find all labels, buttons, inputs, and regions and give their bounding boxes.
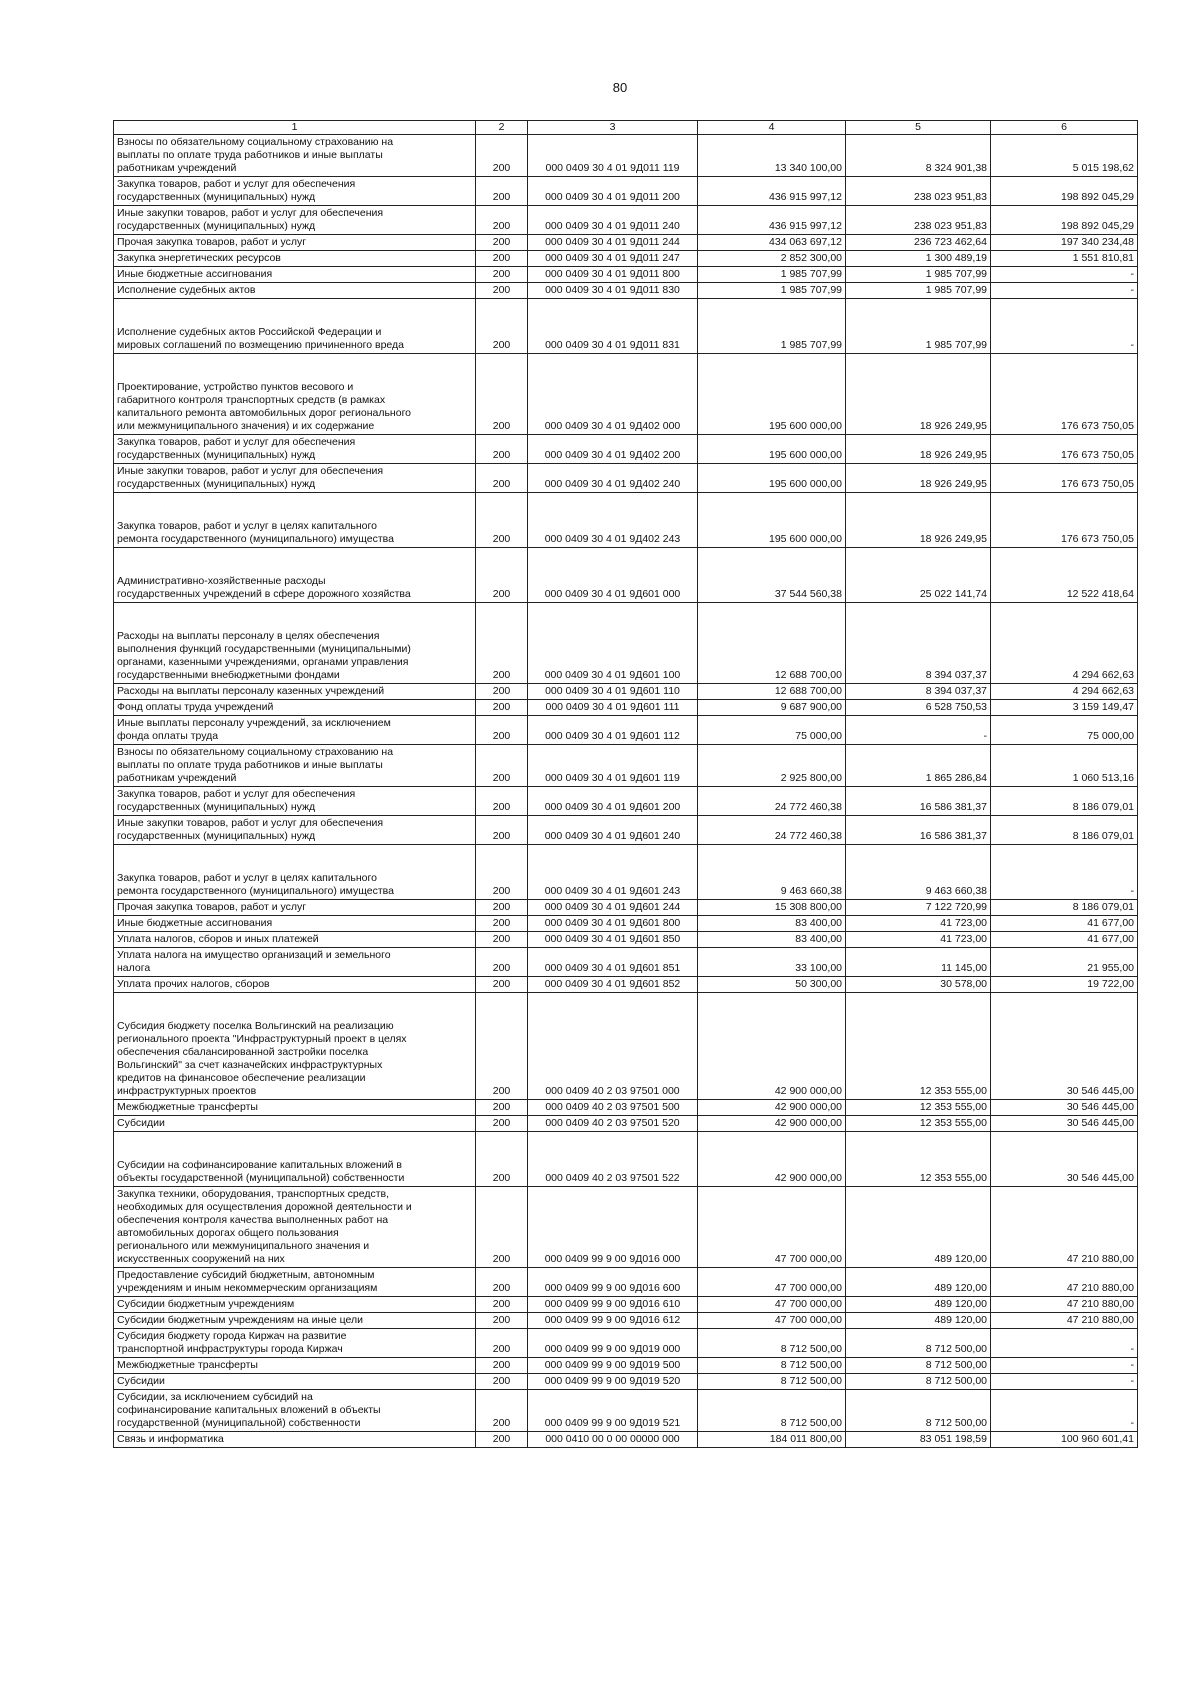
line-code-cell: 200 xyxy=(476,603,528,684)
row-name-cell: Исполнение судебных актов Российской Федерации и мировых соглашений по возмещению причиненного вреда xyxy=(114,299,476,354)
column-header: 2 xyxy=(476,121,528,135)
executed-amount-cell: 489 120,00 xyxy=(846,1187,991,1268)
executed-amount-cell: 1 985 707,99 xyxy=(846,283,991,299)
executed-amount-cell: 18 926 249,95 xyxy=(846,464,991,493)
remaining-amount-cell: 41 677,00 xyxy=(991,916,1138,932)
row-name-cell: Межбюджетные трансферты xyxy=(114,1358,476,1374)
table-row xyxy=(114,548,1138,603)
row-name-cell: Субсидии xyxy=(114,1374,476,1390)
row-name-cell: Расходы на выплаты персоналу казенных учреждений xyxy=(114,684,476,700)
row-name-cell: Взносы по обязательному социальному страхованию на выплаты по оплате труда работников и иные выплаты работникам учреждений xyxy=(114,745,476,787)
approved-amount-cell: 195 600 000,00 xyxy=(698,493,846,548)
row-name-cell: Субсидии на софинансирование капитальных вложений в объекты государственной (муниципальной) собственности xyxy=(114,1132,476,1187)
remaining-amount-cell: 4 294 662,63 xyxy=(991,603,1138,684)
approved-amount-cell: 83 400,00 xyxy=(698,916,846,932)
line-code-cell: 200 xyxy=(476,745,528,787)
executed-amount-cell: 1 300 489,19 xyxy=(846,251,991,267)
table-row xyxy=(114,1313,1138,1329)
budget-code-cell: 000 0409 30 4 01 9Д011 830 xyxy=(528,283,698,299)
budget-code-cell: 000 0409 30 4 01 9Д011 200 xyxy=(528,177,698,206)
table-row xyxy=(114,1297,1138,1313)
row-name-cell: Субсидия бюджету поселка Вольгинский на реализацию регионального проекта "Инфраструктурный проект в целях обеспечения сбалансированной застройки поселка Вольгинский" за счет казначейских инфраструктурных кредитов на финансовое обеспечение реализации инфраструктурных проектов xyxy=(114,993,476,1100)
row-name-cell: Иные закупки товаров, работ и услуг для обеспечения государственных (муниципальных) нужд xyxy=(114,464,476,493)
approved-amount-cell: 50 300,00 xyxy=(698,977,846,993)
budget-code-cell: 000 0409 30 4 01 9Д011 800 xyxy=(528,267,698,283)
line-code-cell: 200 xyxy=(476,932,528,948)
table-row xyxy=(114,900,1138,916)
budget-code-cell: 000 0409 30 4 01 9Д402 243 xyxy=(528,493,698,548)
approved-amount-cell: 8 712 500,00 xyxy=(698,1358,846,1374)
remaining-amount-cell: 47 210 880,00 xyxy=(991,1297,1138,1313)
remaining-amount-cell: 30 546 445,00 xyxy=(991,1132,1138,1187)
table-header-row xyxy=(114,121,1138,135)
approved-amount-cell: 8 712 500,00 xyxy=(698,1390,846,1432)
row-name-cell: Проектирование, устройство пунктов весового и габаритного контроля транспортных средств (в рамках капитального ремонта автомобильных дорог регионального или межмуниципального значения) и их содержание xyxy=(114,354,476,435)
table-row xyxy=(114,267,1138,283)
executed-amount-cell: 18 926 249,95 xyxy=(846,435,991,464)
row-name-cell: Закупка товаров, работ и услуг в целях капитального ремонта государственного (муниципального) имущества xyxy=(114,493,476,548)
approved-amount-cell: 2 852 300,00 xyxy=(698,251,846,267)
line-code-cell: 200 xyxy=(476,548,528,603)
approved-amount-cell: 1 985 707,99 xyxy=(698,267,846,283)
approved-amount-cell: 42 900 000,00 xyxy=(698,1116,846,1132)
line-code-cell: 200 xyxy=(476,283,528,299)
table-row xyxy=(114,177,1138,206)
approved-amount-cell: 8 712 500,00 xyxy=(698,1329,846,1358)
row-name-cell: Иные бюджетные ассигнования xyxy=(114,267,476,283)
budget-table xyxy=(113,120,1138,1448)
remaining-amount-cell: 1 551 810,81 xyxy=(991,251,1138,267)
budget-code-cell: 000 0409 30 4 01 9Д601 850 xyxy=(528,932,698,948)
line-code-cell: 200 xyxy=(476,948,528,977)
column-header: 1 xyxy=(114,121,476,135)
remaining-amount-cell: 47 210 880,00 xyxy=(991,1268,1138,1297)
remaining-amount-cell: 198 892 045,29 xyxy=(991,206,1138,235)
approved-amount-cell: 8 712 500,00 xyxy=(698,1374,846,1390)
row-name-cell: Уплата прочих налогов, сборов xyxy=(114,977,476,993)
executed-amount-cell: 8 712 500,00 xyxy=(846,1390,991,1432)
table-row xyxy=(114,700,1138,716)
remaining-amount-cell: 8 186 079,01 xyxy=(991,900,1138,916)
executed-amount-cell: 236 723 462,64 xyxy=(846,235,991,251)
approved-amount-cell: 42 900 000,00 xyxy=(698,1100,846,1116)
table-row xyxy=(114,916,1138,932)
remaining-amount-cell: - xyxy=(991,1390,1138,1432)
executed-amount-cell: 489 120,00 xyxy=(846,1297,991,1313)
budget-code-cell: 000 0409 30 4 01 9Д601 100 xyxy=(528,603,698,684)
table-row xyxy=(114,1116,1138,1132)
remaining-amount-cell: 47 210 880,00 xyxy=(991,1313,1138,1329)
remaining-amount-cell: - xyxy=(991,845,1138,900)
approved-amount-cell: 195 600 000,00 xyxy=(698,435,846,464)
table-row xyxy=(114,283,1138,299)
approved-amount-cell: 1 985 707,99 xyxy=(698,283,846,299)
table-row xyxy=(114,1268,1138,1297)
remaining-amount-cell: 1 060 513,16 xyxy=(991,745,1138,787)
executed-amount-cell: 30 578,00 xyxy=(846,977,991,993)
table-body xyxy=(114,135,1138,1448)
line-code-cell: 200 xyxy=(476,251,528,267)
line-code-cell: 200 xyxy=(476,1432,528,1448)
column-header: 5 xyxy=(846,121,991,135)
executed-amount-cell: 41 723,00 xyxy=(846,932,991,948)
table-row xyxy=(114,251,1138,267)
table-row xyxy=(114,1187,1138,1268)
line-code-cell: 200 xyxy=(476,993,528,1100)
budget-code-cell: 000 0409 30 4 01 9Д601 800 xyxy=(528,916,698,932)
executed-amount-cell: 1 865 286,84 xyxy=(846,745,991,787)
row-name-cell: Закупка товаров, работ и услуг для обеспечения государственных (муниципальных) нужд xyxy=(114,177,476,206)
table-row xyxy=(114,235,1138,251)
line-code-cell: 200 xyxy=(476,684,528,700)
approved-amount-cell: 47 700 000,00 xyxy=(698,1187,846,1268)
budget-code-cell: 000 0409 30 4 01 9Д601 851 xyxy=(528,948,698,977)
executed-amount-cell: 8 394 037,37 xyxy=(846,603,991,684)
remaining-amount-cell: 12 522 418,64 xyxy=(991,548,1138,603)
approved-amount-cell: 47 700 000,00 xyxy=(698,1297,846,1313)
approved-amount-cell: 75 000,00 xyxy=(698,716,846,745)
executed-amount-cell: 12 353 555,00 xyxy=(846,993,991,1100)
approved-amount-cell: 83 400,00 xyxy=(698,932,846,948)
line-code-cell: 200 xyxy=(476,1268,528,1297)
remaining-amount-cell: 198 892 045,29 xyxy=(991,177,1138,206)
table-row xyxy=(114,1132,1138,1187)
column-header: 3 xyxy=(528,121,698,135)
remaining-amount-cell: - xyxy=(991,267,1138,283)
table-row xyxy=(114,948,1138,977)
line-code-cell: 200 xyxy=(476,977,528,993)
line-code-cell: 200 xyxy=(476,816,528,845)
executed-amount-cell: 8 712 500,00 xyxy=(846,1329,991,1358)
table-row xyxy=(114,464,1138,493)
approved-amount-cell: 2 925 800,00 xyxy=(698,745,846,787)
row-name-cell: Субсидии бюджетным учреждениям на иные цели xyxy=(114,1313,476,1329)
approved-amount-cell: 9 463 660,38 xyxy=(698,845,846,900)
executed-amount-cell: 25 022 141,74 xyxy=(846,548,991,603)
table-row xyxy=(114,745,1138,787)
line-code-cell: 200 xyxy=(476,235,528,251)
budget-code-cell: 000 0409 30 4 01 9Д601 244 xyxy=(528,900,698,916)
table-row xyxy=(114,993,1138,1100)
row-name-cell: Взносы по обязательному социальному страхованию на выплаты по оплате труда работников и иные выплаты работникам учреждений xyxy=(114,135,476,177)
remaining-amount-cell: - xyxy=(991,283,1138,299)
approved-amount-cell: 47 700 000,00 xyxy=(698,1313,846,1329)
executed-amount-cell: 16 586 381,37 xyxy=(846,816,991,845)
table-row xyxy=(114,716,1138,745)
row-name-cell: Расходы на выплаты персоналу в целях обеспечения выполнения функций государственными (муниципальными) органами, казенными учреждениями, органами управления государственными внебюджетными фондами xyxy=(114,603,476,684)
executed-amount-cell: 8 712 500,00 xyxy=(846,1358,991,1374)
row-name-cell: Исполнение судебных актов xyxy=(114,283,476,299)
remaining-amount-cell: 176 673 750,05 xyxy=(991,493,1138,548)
row-name-cell: Иные выплаты персоналу учреждений, за исключением фонда оплаты труда xyxy=(114,716,476,745)
approved-amount-cell: 434 063 697,12 xyxy=(698,235,846,251)
table-row xyxy=(114,1100,1138,1116)
row-name-cell: Иные закупки товаров, работ и услуг для обеспечения государственных (муниципальных) нужд xyxy=(114,206,476,235)
remaining-amount-cell: 8 186 079,01 xyxy=(991,787,1138,816)
approved-amount-cell: 42 900 000,00 xyxy=(698,1132,846,1187)
table-row xyxy=(114,206,1138,235)
row-name-cell: Прочая закупка товаров, работ и услуг xyxy=(114,900,476,916)
remaining-amount-cell: - xyxy=(991,1358,1138,1374)
row-name-cell: Субсидия бюджету города Киржач на развитие транспортной инфраструктуры города Киржач xyxy=(114,1329,476,1358)
approved-amount-cell: 12 688 700,00 xyxy=(698,603,846,684)
line-code-cell: 200 xyxy=(476,435,528,464)
approved-amount-cell: 15 308 800,00 xyxy=(698,900,846,916)
executed-amount-cell: 83 051 198,59 xyxy=(846,1432,991,1448)
executed-amount-cell: 489 120,00 xyxy=(846,1268,991,1297)
executed-amount-cell: 489 120,00 xyxy=(846,1313,991,1329)
approved-amount-cell: 9 687 900,00 xyxy=(698,700,846,716)
line-code-cell: 200 xyxy=(476,1390,528,1432)
budget-code-cell: 000 0409 40 2 03 97501 522 xyxy=(528,1132,698,1187)
executed-amount-cell: 16 586 381,37 xyxy=(846,787,991,816)
line-code-cell: 200 xyxy=(476,1358,528,1374)
row-name-cell: Фонд оплаты труда учреждений xyxy=(114,700,476,716)
executed-amount-cell: 12 353 555,00 xyxy=(846,1116,991,1132)
line-code-cell: 200 xyxy=(476,845,528,900)
budget-code-cell: 000 0409 30 4 01 9Д601 000 xyxy=(528,548,698,603)
line-code-cell: 200 xyxy=(476,1116,528,1132)
line-code-cell: 200 xyxy=(476,177,528,206)
line-code-cell: 200 xyxy=(476,493,528,548)
remaining-amount-cell: - xyxy=(991,1374,1138,1390)
remaining-amount-cell: 41 677,00 xyxy=(991,932,1138,948)
budget-code-cell: 000 0409 40 2 03 97501 000 xyxy=(528,993,698,1100)
budget-code-cell: 000 0409 30 4 01 9Д011 240 xyxy=(528,206,698,235)
budget-code-cell: 000 0409 30 4 01 9Д402 000 xyxy=(528,354,698,435)
row-name-cell: Прочая закупка товаров, работ и услуг xyxy=(114,235,476,251)
table-row xyxy=(114,135,1138,177)
table-row xyxy=(114,354,1138,435)
line-code-cell: 200 xyxy=(476,1187,528,1268)
executed-amount-cell: 8 712 500,00 xyxy=(846,1374,991,1390)
line-code-cell: 200 xyxy=(476,1313,528,1329)
approved-amount-cell: 436 915 997,12 xyxy=(698,177,846,206)
line-code-cell: 200 xyxy=(476,916,528,932)
budget-code-cell: 000 0409 30 4 01 9Д601 243 xyxy=(528,845,698,900)
executed-amount-cell: 238 023 951,83 xyxy=(846,206,991,235)
line-code-cell: 200 xyxy=(476,354,528,435)
approved-amount-cell: 12 688 700,00 xyxy=(698,684,846,700)
executed-amount-cell: 41 723,00 xyxy=(846,916,991,932)
table-row xyxy=(114,299,1138,354)
budget-code-cell: 000 0409 99 9 00 9Д019 521 xyxy=(528,1390,698,1432)
line-code-cell: 200 xyxy=(476,206,528,235)
executed-amount-cell: 12 353 555,00 xyxy=(846,1100,991,1116)
budget-code-cell: 000 0409 99 9 00 9Д016 600 xyxy=(528,1268,698,1297)
table-row xyxy=(114,603,1138,684)
line-code-cell: 200 xyxy=(476,716,528,745)
budget-code-cell: 000 0409 30 4 01 9Д601 110 xyxy=(528,684,698,700)
row-name-cell: Уплата налога на имущество организаций и земельного налога xyxy=(114,948,476,977)
line-code-cell: 200 xyxy=(476,787,528,816)
budget-code-cell: 000 0409 99 9 00 9Д016 610 xyxy=(528,1297,698,1313)
remaining-amount-cell: 4 294 662,63 xyxy=(991,684,1138,700)
budget-code-cell: 000 0409 30 4 01 9Д601 119 xyxy=(528,745,698,787)
row-name-cell: Закупка товаров, работ и услуг для обеспечения государственных (муниципальных) нужд xyxy=(114,435,476,464)
row-name-cell: Закупка товаров, работ и услуг для обеспечения государственных (муниципальных) нужд xyxy=(114,787,476,816)
line-code-cell: 200 xyxy=(476,1100,528,1116)
remaining-amount-cell: 5 015 198,62 xyxy=(991,135,1138,177)
table-row xyxy=(114,493,1138,548)
line-code-cell: 200 xyxy=(476,299,528,354)
line-code-cell: 200 xyxy=(476,1132,528,1187)
approved-amount-cell: 37 544 560,38 xyxy=(698,548,846,603)
remaining-amount-cell: 3 159 149,47 xyxy=(991,700,1138,716)
remaining-amount-cell: 30 546 445,00 xyxy=(991,993,1138,1100)
executed-amount-cell: 8 394 037,37 xyxy=(846,684,991,700)
table-row xyxy=(114,1358,1138,1374)
line-code-cell: 200 xyxy=(476,135,528,177)
table-row xyxy=(114,1390,1138,1432)
budget-code-cell: 000 0409 40 2 03 97501 500 xyxy=(528,1100,698,1116)
executed-amount-cell: 238 023 951,83 xyxy=(846,177,991,206)
executed-amount-cell: 9 463 660,38 xyxy=(846,845,991,900)
budget-code-cell: 000 0409 30 4 01 9Д601 111 xyxy=(528,700,698,716)
executed-amount-cell: - xyxy=(846,716,991,745)
budget-code-cell: 000 0409 99 9 00 9Д019 000 xyxy=(528,1329,698,1358)
budget-code-cell: 000 0409 99 9 00 9Д016 000 xyxy=(528,1187,698,1268)
line-code-cell: 200 xyxy=(476,267,528,283)
approved-amount-cell: 24 772 460,38 xyxy=(698,816,846,845)
row-name-cell: Закупка товаров, работ и услуг в целях капитального ремонта государственного (муниципального) имущества xyxy=(114,845,476,900)
remaining-amount-cell: 30 546 445,00 xyxy=(991,1100,1138,1116)
row-name-cell: Связь и информатика xyxy=(114,1432,476,1448)
line-code-cell: 200 xyxy=(476,1329,528,1358)
executed-amount-cell: 1 985 707,99 xyxy=(846,267,991,283)
executed-amount-cell: 11 145,00 xyxy=(846,948,991,977)
approved-amount-cell: 33 100,00 xyxy=(698,948,846,977)
budget-code-cell: 000 0409 40 2 03 97501 520 xyxy=(528,1116,698,1132)
budget-code-cell: 000 0409 30 4 01 9Д601 200 xyxy=(528,787,698,816)
executed-amount-cell: 1 985 707,99 xyxy=(846,299,991,354)
page-number: 80 xyxy=(612,80,628,95)
remaining-amount-cell: 176 673 750,05 xyxy=(991,435,1138,464)
budget-code-cell: 000 0409 30 4 01 9Д011 247 xyxy=(528,251,698,267)
remaining-amount-cell: 30 546 445,00 xyxy=(991,1116,1138,1132)
budget-code-cell: 000 0409 30 4 01 9Д402 240 xyxy=(528,464,698,493)
row-name-cell: Уплата налогов, сборов и иных платежей xyxy=(114,932,476,948)
approved-amount-cell: 47 700 000,00 xyxy=(698,1268,846,1297)
executed-amount-cell: 6 528 750,53 xyxy=(846,700,991,716)
row-name-cell: Административно-хозяйственные расходы государственных учреждений в сфере дорожного хозяйства xyxy=(114,548,476,603)
remaining-amount-cell: 176 673 750,05 xyxy=(991,464,1138,493)
remaining-amount-cell: 47 210 880,00 xyxy=(991,1187,1138,1268)
budget-code-cell: 000 0409 30 4 01 9Д402 200 xyxy=(528,435,698,464)
approved-amount-cell: 436 915 997,12 xyxy=(698,206,846,235)
row-name-cell: Закупка энергетических ресурсов xyxy=(114,251,476,267)
budget-code-cell: 000 0409 99 9 00 9Д019 500 xyxy=(528,1358,698,1374)
budget-code-cell: 000 0409 30 4 01 9Д011 831 xyxy=(528,299,698,354)
remaining-amount-cell: 176 673 750,05 xyxy=(991,354,1138,435)
row-name-cell: Иные бюджетные ассигнования xyxy=(114,916,476,932)
table-row xyxy=(114,1432,1138,1448)
line-code-cell: 200 xyxy=(476,1297,528,1313)
approved-amount-cell: 24 772 460,38 xyxy=(698,787,846,816)
table-row xyxy=(114,435,1138,464)
table-row xyxy=(114,977,1138,993)
budget-code-cell: 000 0409 99 9 00 9Д016 612 xyxy=(528,1313,698,1329)
executed-amount-cell: 12 353 555,00 xyxy=(846,1132,991,1187)
budget-code-cell: 000 0409 30 4 01 9Д601 240 xyxy=(528,816,698,845)
remaining-amount-cell: 19 722,00 xyxy=(991,977,1138,993)
row-name-cell: Межбюджетные трансферты xyxy=(114,1100,476,1116)
budget-code-cell: 000 0409 30 4 01 9Д011 244 xyxy=(528,235,698,251)
table-row xyxy=(114,816,1138,845)
executed-amount-cell: 18 926 249,95 xyxy=(846,354,991,435)
column-header: 4 xyxy=(698,121,846,135)
table-row xyxy=(114,684,1138,700)
remaining-amount-cell: 197 340 234,48 xyxy=(991,235,1138,251)
row-name-cell: Предоставление субсидий бюджетным, автономным учреждениям и иным некоммерческим организациям xyxy=(114,1268,476,1297)
budget-code-cell: 000 0409 30 4 01 9Д601 112 xyxy=(528,716,698,745)
budget-code-cell: 000 0410 00 0 00 00000 000 xyxy=(528,1432,698,1448)
remaining-amount-cell: 75 000,00 xyxy=(991,716,1138,745)
approved-amount-cell: 1 985 707,99 xyxy=(698,299,846,354)
remaining-amount-cell: - xyxy=(991,1329,1138,1358)
table-row xyxy=(114,787,1138,816)
remaining-amount-cell: 100 960 601,41 xyxy=(991,1432,1138,1448)
line-code-cell: 200 xyxy=(476,900,528,916)
column-header: 6 xyxy=(991,121,1138,135)
approved-amount-cell: 195 600 000,00 xyxy=(698,464,846,493)
table-row xyxy=(114,845,1138,900)
row-name-cell: Закупка техники, оборудования, транспортных средств, необходимых для осуществления дорожной деятельности и обеспечения контроля качества выполненных работ на автомобильных дорогах общего пользования регионального или межмуниципального значения и искусственных сооружений на них xyxy=(114,1187,476,1268)
budget-code-cell: 000 0409 30 4 01 9Д011 119 xyxy=(528,135,698,177)
line-code-cell: 200 xyxy=(476,464,528,493)
remaining-amount-cell: 21 955,00 xyxy=(991,948,1138,977)
executed-amount-cell: 18 926 249,95 xyxy=(846,493,991,548)
row-name-cell: Субсидии xyxy=(114,1116,476,1132)
executed-amount-cell: 7 122 720,99 xyxy=(846,900,991,916)
row-name-cell: Субсидии бюджетным учреждениям xyxy=(114,1297,476,1313)
line-code-cell: 200 xyxy=(476,700,528,716)
budget-code-cell: 000 0409 99 9 00 9Д019 520 xyxy=(528,1374,698,1390)
row-name-cell: Субсидии, за исключением субсидий на софинансирование капитальных вложений в объекты государственной (муниципальной) собственности xyxy=(114,1390,476,1432)
approved-amount-cell: 13 340 100,00 xyxy=(698,135,846,177)
executed-amount-cell: 8 324 901,38 xyxy=(846,135,991,177)
approved-amount-cell: 195 600 000,00 xyxy=(698,354,846,435)
approved-amount-cell: 42 900 000,00 xyxy=(698,993,846,1100)
table-row xyxy=(114,1329,1138,1358)
approved-amount-cell: 184 011 800,00 xyxy=(698,1432,846,1448)
remaining-amount-cell: 8 186 079,01 xyxy=(991,816,1138,845)
row-name-cell: Иные закупки товаров, работ и услуг для обеспечения государственных (муниципальных) нужд xyxy=(114,816,476,845)
remaining-amount-cell: - xyxy=(991,299,1138,354)
budget-code-cell: 000 0409 30 4 01 9Д601 852 xyxy=(528,977,698,993)
line-code-cell: 200 xyxy=(476,1374,528,1390)
table-row xyxy=(114,1374,1138,1390)
table-row xyxy=(114,932,1138,948)
